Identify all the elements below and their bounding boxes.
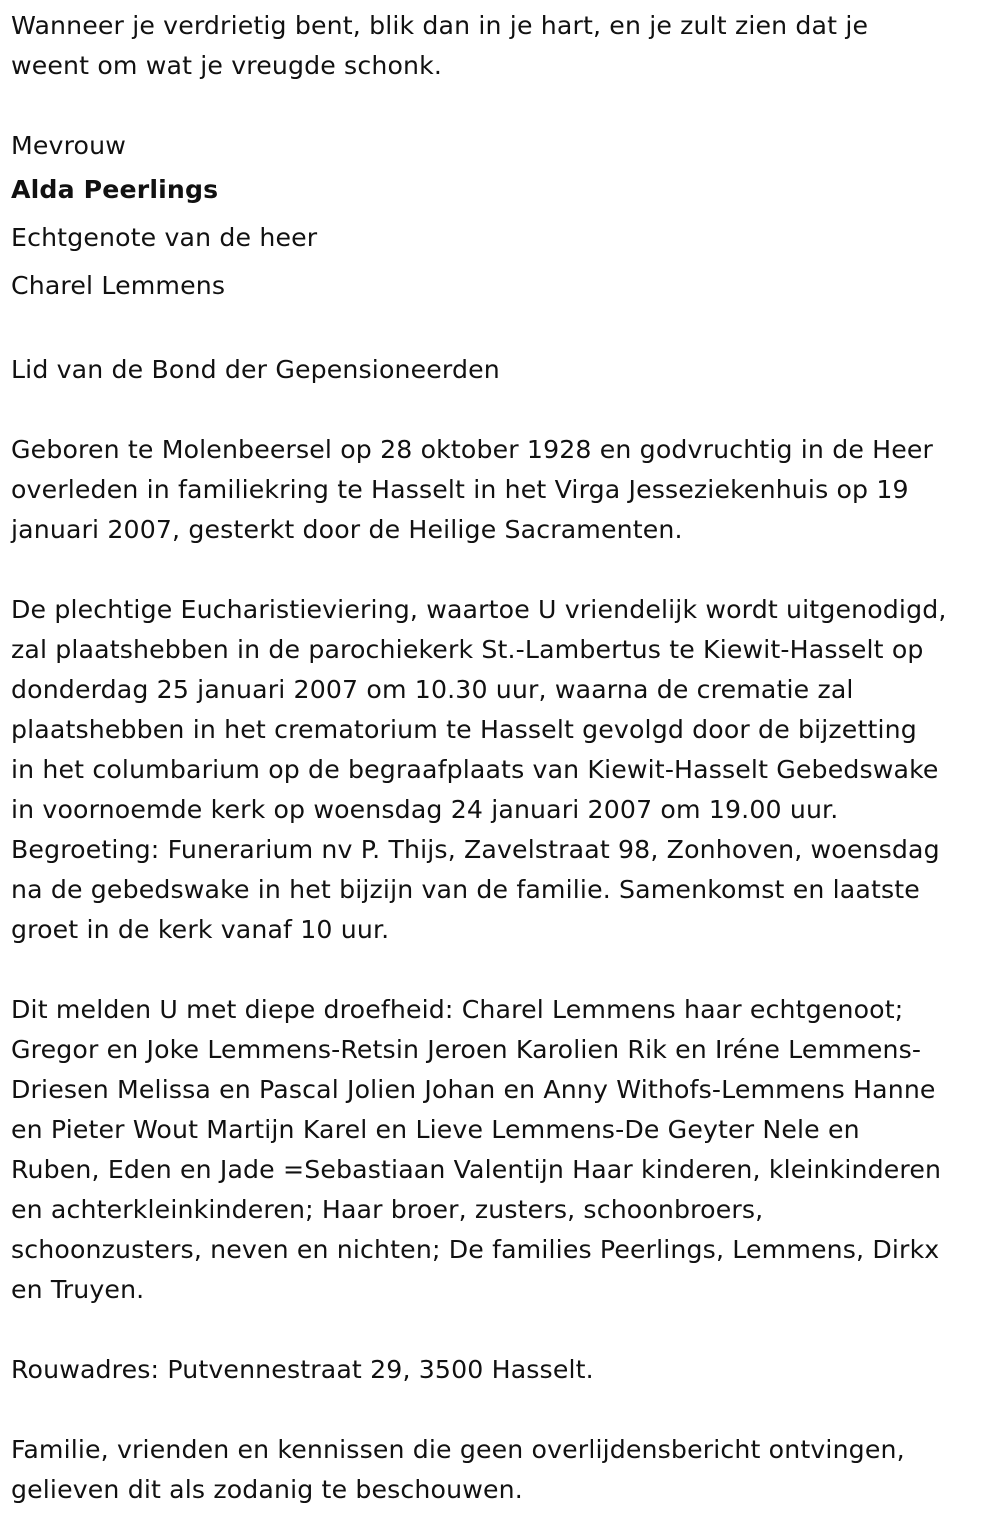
paragraph-line: schoonzusters, neven en nichten; De families Peerlings, Lemmens, Dirkx [11,1235,940,1264]
paragraph-line: plaatshebben in het crematorium te Hasselt gevolgd door de bijzetting [11,715,917,744]
spacer [11,550,990,590]
quote-line: weent om wat je vreugde schonk. [11,51,443,80]
paragraph-line: Geboren te Molenbeersel op 28 oktober 1928 en godvruchtig in de Heer [11,435,934,464]
paragraph-line: Driesen Melissa en Pascal Jolien Johan en Anny Withofs-Lemmens Hanne [11,1075,936,1104]
paragraph-line: na de gebedswake in het bijzijn van de familie. Samenkomst en laatste [11,875,920,904]
membership [11,350,990,390]
paragraph-line: Begroeting: Funerarium nv P. Thijs, Zavelstraat 98, Zonhoven, woensdag [11,835,940,864]
spacer [11,86,990,126]
spouse-line: Echtgenote van de heer [11,223,318,252]
address-paragraph [11,1350,990,1390]
paragraph-line: groet in de kerk vanaf 10 uur. [11,915,390,944]
ceremony-paragraph [11,590,990,950]
membership-text: Lid van de Bond der Gepensioneerden [11,355,500,384]
honorific: Mevrouw [11,131,126,160]
spacer [11,1390,990,1430]
paragraph-line: overleden in familiekring te Hasselt in het Virga Jesseziekenhuis op 19 [11,475,909,504]
paragraph-line: zal plaatshebben in de parochiekerk St.-Lambertus te Kiewit-Hasselt op [11,635,924,664]
paragraph-line: en achterkleinkinderen; Haar broer, zusters, schoonbroers, [11,1195,764,1224]
paragraph-line: De plechtige Eucharistieviering, waartoe U vriendelijk wordt uitgenodigd, [11,595,947,624]
paragraph-line: Familie, vrienden en kennissen die geen overlijdensbericht ontvingen, [11,1435,905,1464]
paragraph-line: januari 2007, gesterkt door de Heilige Sacramenten. [11,515,683,544]
spacer [11,310,990,350]
spacer [11,950,990,990]
paragraph-line: Ruben, Eden en Jade =Sebastiaan Valentijn Haar kinderen, kleinkinderen [11,1155,942,1184]
paragraph-line: Dit melden U met diepe droefheid: Charel Lemmens haar echtgenoot; [11,995,904,1024]
quote [11,6,990,86]
name-block [11,126,990,310]
spacer [11,1310,990,1350]
paragraph-line: in voornoemde kerk op woensdag 24 januari 2007 om 19.00 uur. [11,795,839,824]
quote-line: Wanneer je verdrietig bent, blik dan in je hart, en je zult zien dat je [11,11,869,40]
deceased-name: Alda Peerlings [11,175,219,204]
paragraph-line: en Truyen. [11,1275,145,1304]
spacer [11,390,990,430]
paragraph-line: gelieven dit als zodanig te beschouwen. [11,1475,523,1504]
closing-paragraph [11,1430,990,1510]
mourning-address: Rouwadres: Putvennestraat 29, 3500 Hasselt. [11,1355,594,1384]
birth-death-paragraph [11,430,990,550]
paragraph-line: Gregor en Joke Lemmens-Retsin Jeroen Karolien Rik en Iréne Lemmens- [11,1035,922,1064]
paragraph-line: in het columbarium op de begraafplaats van Kiewit-Hasselt Gebedswake [11,755,939,784]
spouse-name: Charel Lemmens [11,271,226,300]
family-paragraph [11,990,990,1310]
paragraph-line: donderdag 25 januari 2007 om 10.30 uur, waarna de crematie zal [11,675,854,704]
paragraph-line: en Pieter Wout Martijn Karel en Lieve Lemmens-De Geyter Nele en [11,1115,860,1144]
